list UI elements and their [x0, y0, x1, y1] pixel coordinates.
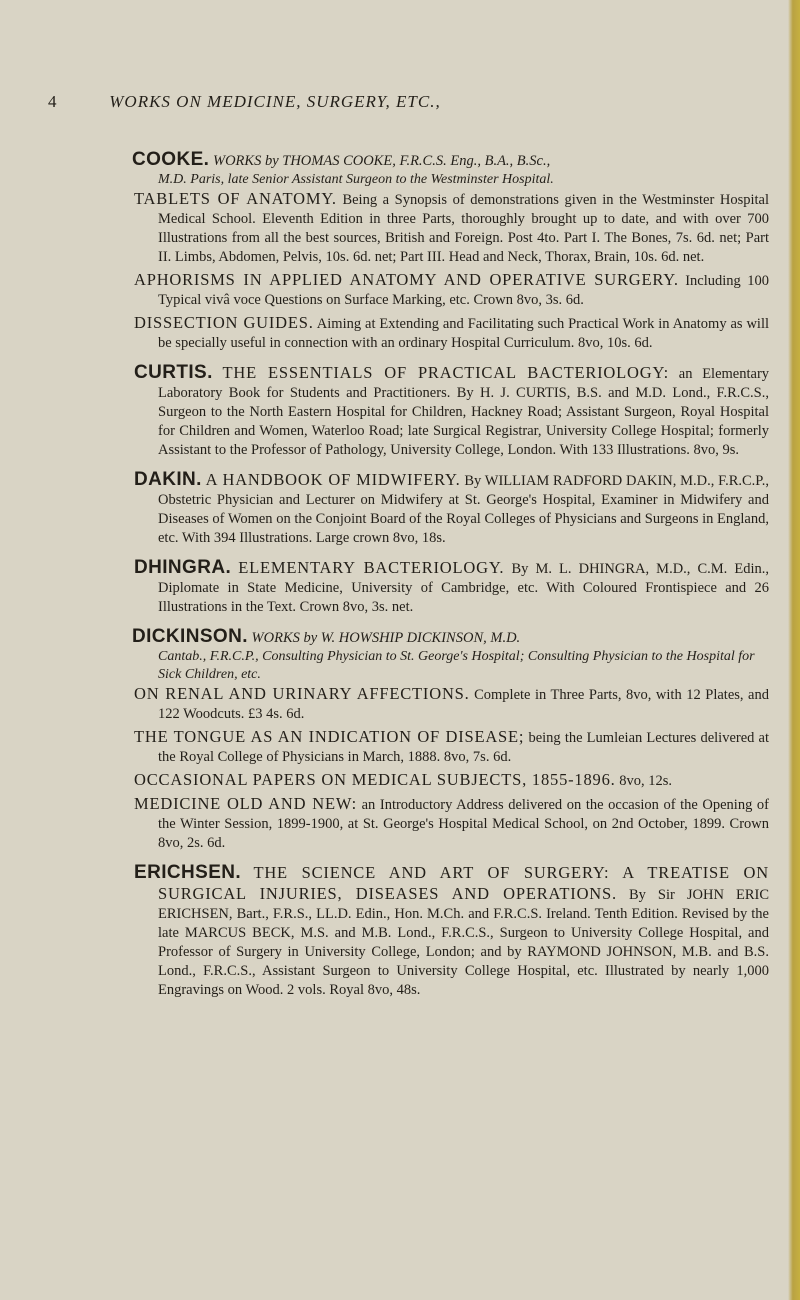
author-name: DHINGRA. — [134, 557, 232, 578]
page-number: 4 — [48, 92, 58, 111]
author-byline: WORKS by W. HOWSHIP DICKINSON, M.D. — [251, 630, 521, 646]
work-description: Complete in Three Parts, 8vo, with 12 Plates, and 122 Woodcuts. £3 4s. 6d. — [158, 687, 769, 722]
work-description: Aiming at Extending and Facilitating such Practical Work in Anatomy as will be specially useful in connection with an ordinary Hospital Curriculum. 8vo, 10s. 6d. — [158, 316, 770, 351]
running-title: WORKS ON MEDICINE, SURGERY, ETC., — [109, 92, 441, 111]
author-byline: WORKS by THOMAS COOKE, F.R.C.S. Eng., B.A., B.Sc., — [212, 153, 551, 169]
page-edge-binding — [788, 0, 800, 1300]
author-name: DICKINSON. — [132, 626, 248, 647]
work-title: MEDICINE OLD AND NEW: — [134, 794, 357, 813]
work-item — [134, 727, 769, 767]
work-item — [134, 684, 769, 724]
work-item — [134, 313, 769, 353]
work-title: DISSECTION GUIDES. — [134, 313, 314, 332]
work-title: THE TONGUE AS AN INDICATION OF DISEASE; — [134, 727, 525, 746]
work-title: THE ESSENTIALS OF PRACTICAL BACTERIOLOGY: — [222, 363, 670, 382]
author-name: ERICHSEN. — [134, 862, 242, 883]
work-description: By Sir JOHN ERIC ERICHSEN, Bart., F.R.S., LL.D. Edin., Hon. M.Ch. and F.R.C.S. Ireland. Tenth Edition. Revised by the late MARCUS BECK, M.S. and M.B. Lond., F.R.C.S., Surgeon to University College Hospital, and Professor of Surgery in University College, London; and by RAYMOND JOHNSON, M.B. and B.S. Lond., F.R.C.S., Assistant Surgeon to University College Hospital, etc. Illustrated by nearly 1,000 Engravings on Wood. 2 vols. Royal 8vo, 48s. — [158, 887, 769, 998]
work-title: APHORISMS IN APPLIED ANATOMY AND OPERATIVE SURGERY. — [134, 270, 679, 289]
work-title: THE SCIENCE AND ART OF SURGERY: A TREATISE ON SURGICAL INJURIES, DISEASES AND OPERATIONS. — [158, 863, 769, 903]
work-description: Including 100 Typical vivâ voce Questions on Surface Marking, etc. Crown 8vo, 3s. 6d. — [158, 273, 769, 308]
work-description: By M. L. DHINGRA, M.D., C.M. Edin., Diplomate in State Medicine, University of Cambridge, etc. With Coloured Frontispiece and 26 Illustrations in the Text. Crown 8vo, 3s. net. — [158, 561, 770, 615]
work-item — [134, 363, 769, 460]
work-description: By WILLIAM RADFORD DAKIN, M.D., F.R.C.P., Obstetric Physician and Lecturer on Midwifery at St. George's Hospital, Examiner in Midwifery and Diseases of Women on the Conjoint Board of the Royal Colleges of Physicians and Surgeons in England, etc. With 394 Illustrations. Large crown 8vo, 18s. — [158, 473, 770, 546]
work-item — [134, 794, 769, 853]
author-name: COOKE. — [132, 149, 210, 170]
work-title: A HANDBOOK OF MIDWIFERY. — [205, 470, 461, 489]
running-header — [48, 92, 768, 112]
work-item — [134, 770, 769, 791]
work-description: 8vo, 12s. — [619, 773, 672, 789]
entry-erichsen — [134, 863, 769, 1000]
work-item — [134, 270, 769, 310]
work-description: an Introductory Address delivered on the occasion of the Opening of the Winter Session, 1899-1900, at St. George's Hospital Medical School, on 2nd October, 1899. Crown 8vo, 2s. 6d. — [158, 797, 769, 851]
entry-dickinson — [134, 627, 769, 853]
work-description: Being a Synopsis of demonstrations given in the Westminster Hospital Medical School. Eleventh Edition in three Parts, thoroughly brought up to date, and with over 700 Illustrations from all the best sources, British and Foreign. Post 4to. Part I. The Bones, 7s. 6d. net; Part II. Limbs, Abdomen, Pelvis, 10s. 6d. net; Part III. Head and Neck, Thorax, Brain, 10s. 6d. net. — [158, 192, 769, 265]
catalogue-content — [134, 150, 769, 1010]
work-item — [134, 470, 769, 548]
entry-cooke — [134, 150, 769, 353]
work-title: ON RENAL AND URINARY AFFECTIONS. — [134, 684, 470, 703]
work-title: OCCASIONAL PAPERS ON MEDICAL SUBJECTS, 1855-1896. — [134, 770, 616, 789]
work-item — [134, 863, 769, 1000]
work-title: TABLETS OF ANATOMY. — [134, 189, 337, 208]
work-description: being the Lumleian Lectures delivered at the Royal College of Physicians in March, 1888. 8vo, 7s. 6d. — [158, 730, 770, 765]
entry-dakin — [134, 470, 769, 548]
work-description: an Elementary Laboratory Book for Students and Practitioners. By H. J. CURTIS, B.S. and M.D. Lond., F.R.C.S., Surgeon to the North Eastern Hospital for Children, Hackney Road; Assistant Surgeon, Royal Hospital for Children and Women, Waterloo Road; late Surgical Registrar, University College Hospital; formerly Assistant to the Professor of Pathology, University College, London. With 133 Illustrations. 8vo, 9s. — [158, 366, 770, 458]
author-credentials: M.D. Paris, late Senior Assistant Surgeon to the Westminster Hospital. — [158, 172, 554, 187]
entry-dhingra — [134, 558, 769, 617]
work-title: ELEMENTARY BACTERIOLOGY. — [238, 558, 505, 577]
author-name: CURTIS. — [134, 362, 213, 383]
author-name: DAKIN. — [134, 469, 202, 490]
author-credentials: Cantab., F.R.C.P., Consulting Physician to St. George's Hospital; Consulting Physician to the Hospital for Sick Children, etc. — [158, 649, 755, 682]
work-item — [134, 558, 769, 617]
work-item — [134, 189, 769, 267]
entry-curtis — [134, 363, 769, 460]
